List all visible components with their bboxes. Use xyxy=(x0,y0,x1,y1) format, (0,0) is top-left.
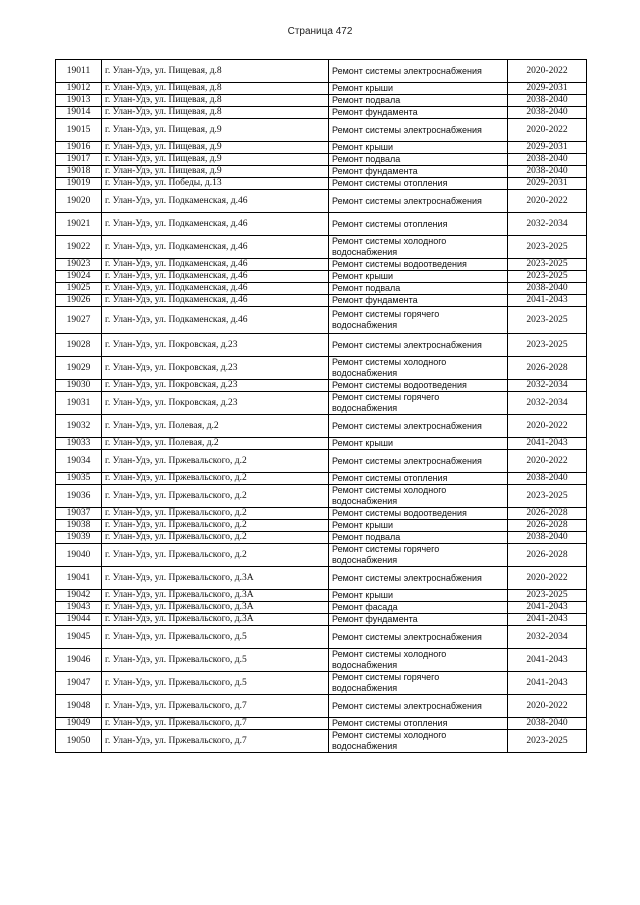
row-id-cell: 19024 xyxy=(56,271,102,283)
work-type-cell: Ремонт фундамента xyxy=(329,295,508,307)
address-cell: г. Улан-Удэ, ул. Пржевальского, д.5 xyxy=(102,672,329,695)
period-cell: 2023-2025 xyxy=(508,334,587,357)
address-cell: г. Улан-Удэ, ул. Пржевальского, д.7 xyxy=(102,695,329,718)
table-row xyxy=(56,95,587,107)
table-row xyxy=(56,718,587,730)
address-cell: г. Улан-Удэ, ул. Пржевальского, д.2 xyxy=(102,473,329,485)
table-row xyxy=(56,473,587,485)
address-cell: г. Улан-Удэ, ул. Пищевая, д.8 xyxy=(102,95,329,107)
address-cell: г. Улан-Удэ, ул. Пржевальского, д.7 xyxy=(102,718,329,730)
table-row xyxy=(56,392,587,415)
period-cell: 2020-2022 xyxy=(508,190,587,213)
work-type-cell: Ремонт системы электроснабжения xyxy=(329,119,508,142)
address-cell: г. Улан-Удэ, ул. Покровская, д.23 xyxy=(102,392,329,415)
row-id-cell: 19039 xyxy=(56,532,102,544)
table-row xyxy=(56,213,587,236)
row-id-cell: 19032 xyxy=(56,415,102,438)
period-cell: 2026-2028 xyxy=(508,357,587,380)
period-cell: 2023-2025 xyxy=(508,236,587,259)
table-row xyxy=(56,532,587,544)
address-cell: г. Улан-Удэ, ул. Подкаменская, д.46 xyxy=(102,283,329,295)
address-cell: г. Улан-Удэ, ул. Победы, д.13 xyxy=(102,178,329,190)
address-cell: г. Улан-Удэ, ул. Покровская, д.23 xyxy=(102,357,329,380)
row-id-cell: 19019 xyxy=(56,178,102,190)
table-row xyxy=(56,485,587,508)
period-cell: 2020-2022 xyxy=(508,415,587,438)
address-cell: г. Улан-Удэ, ул. Покровская, д.23 xyxy=(102,380,329,392)
table-row xyxy=(56,307,587,334)
row-id-cell: 19029 xyxy=(56,357,102,380)
address-cell: г. Улан-Удэ, ул. Пищевая, д.9 xyxy=(102,166,329,178)
work-type-cell: Ремонт системы отопления xyxy=(329,718,508,730)
address-cell: г. Улан-Удэ, ул. Полевая, д.2 xyxy=(102,415,329,438)
work-type-cell: Ремонт системы электроснабжения xyxy=(329,415,508,438)
table-row xyxy=(56,271,587,283)
period-cell: 2020-2022 xyxy=(508,450,587,473)
work-type-cell: Ремонт системы водоотведения xyxy=(329,259,508,271)
work-type-cell: Ремонт системы горячего водоснабжения xyxy=(329,672,508,695)
table-row xyxy=(56,259,587,271)
address-cell: г. Улан-Удэ, ул. Пищевая, д.9 xyxy=(102,142,329,154)
period-cell: 2029-2031 xyxy=(508,83,587,95)
page-header: Страница 472 xyxy=(287,26,353,37)
work-type-cell: Ремонт системы отопления xyxy=(329,473,508,485)
table-row xyxy=(56,730,587,753)
work-type-cell: Ремонт системы электроснабжения xyxy=(329,334,508,357)
table-row xyxy=(56,154,587,166)
work-type-cell: Ремонт системы электроснабжения xyxy=(329,567,508,590)
work-type-cell: Ремонт подвала xyxy=(329,532,508,544)
row-id-cell: 19047 xyxy=(56,672,102,695)
row-id-cell: 19050 xyxy=(56,730,102,753)
row-id-cell: 19044 xyxy=(56,614,102,626)
table-row xyxy=(56,60,587,83)
period-cell: 2038-2040 xyxy=(508,166,587,178)
address-cell: г. Улан-Удэ, ул. Подкаменская, д.46 xyxy=(102,236,329,259)
row-id-cell: 19034 xyxy=(56,450,102,473)
period-cell: 2026-2028 xyxy=(508,544,587,567)
row-id-cell: 19030 xyxy=(56,380,102,392)
row-id-cell: 19049 xyxy=(56,718,102,730)
row-id-cell: 19038 xyxy=(56,520,102,532)
address-cell: г. Улан-Удэ, ул. Пищевая, д.8 xyxy=(102,83,329,95)
period-cell: 2023-2025 xyxy=(508,259,587,271)
period-cell: 2032-2034 xyxy=(508,380,587,392)
table-row xyxy=(56,508,587,520)
address-cell: г. Улан-Удэ, ул. Пржевальского, д.3А xyxy=(102,614,329,626)
row-id-cell: 19017 xyxy=(56,154,102,166)
row-id-cell: 19043 xyxy=(56,602,102,614)
period-cell: 2038-2040 xyxy=(508,283,587,295)
period-cell: 2038-2040 xyxy=(508,154,587,166)
address-cell: г. Улан-Удэ, ул. Пржевальского, д.7 xyxy=(102,730,329,753)
period-cell: 2038-2040 xyxy=(508,718,587,730)
address-cell: г. Улан-Удэ, ул. Пржевальского, д.3А xyxy=(102,602,329,614)
address-cell: г. Улан-Удэ, ул. Пржевальского, д.3А xyxy=(102,590,329,602)
table-row xyxy=(56,357,587,380)
row-id-cell: 19023 xyxy=(56,259,102,271)
table-row xyxy=(56,236,587,259)
address-cell: г. Улан-Удэ, ул. Пржевальского, д.2 xyxy=(102,485,329,508)
period-cell: 2032-2034 xyxy=(508,392,587,415)
table-row xyxy=(56,450,587,473)
address-cell: г. Улан-Удэ, ул. Покровская, д.23 xyxy=(102,334,329,357)
address-cell: г. Улан-Удэ, ул. Пищевая, д.8 xyxy=(102,60,329,83)
work-type-cell: Ремонт крыши xyxy=(329,438,508,450)
work-type-cell: Ремонт системы электроснабжения xyxy=(329,60,508,83)
address-cell: г. Улан-Удэ, ул. Пищевая, д.8 xyxy=(102,107,329,119)
address-cell: г. Улан-Удэ, ул. Полевая, д.2 xyxy=(102,438,329,450)
row-id-cell: 19026 xyxy=(56,295,102,307)
work-type-cell: Ремонт системы горячего водоснабжения xyxy=(329,544,508,567)
table-row xyxy=(56,590,587,602)
work-type-cell: Ремонт системы холодного водоснабжения xyxy=(329,236,508,259)
row-id-cell: 19022 xyxy=(56,236,102,259)
work-type-cell: Ремонт подвала xyxy=(329,283,508,295)
address-cell: г. Улан-Удэ, ул. Пржевальского, д.2 xyxy=(102,450,329,473)
table-row xyxy=(56,672,587,695)
period-cell: 2041-2043 xyxy=(508,438,587,450)
address-cell: г. Улан-Удэ, ул. Подкаменская, д.46 xyxy=(102,307,329,334)
address-cell: г. Улан-Удэ, ул. Пржевальского, д.5 xyxy=(102,626,329,649)
table-row xyxy=(56,520,587,532)
address-cell: г. Улан-Удэ, ул. Подкаменская, д.46 xyxy=(102,190,329,213)
work-type-cell: Ремонт подвала xyxy=(329,95,508,107)
row-id-cell: 19037 xyxy=(56,508,102,520)
work-type-cell: Ремонт системы холодного водоснабжения xyxy=(329,649,508,672)
row-id-cell: 19027 xyxy=(56,307,102,334)
row-id-cell: 19025 xyxy=(56,283,102,295)
address-cell: г. Улан-Удэ, ул. Подкаменская, д.46 xyxy=(102,271,329,283)
period-cell: 2032-2034 xyxy=(508,626,587,649)
row-id-cell: 19045 xyxy=(56,626,102,649)
work-type-cell: Ремонт системы электроснабжения xyxy=(329,190,508,213)
table-row xyxy=(56,178,587,190)
work-type-cell: Ремонт системы холодного водоснабжения xyxy=(329,730,508,753)
period-cell: 2023-2025 xyxy=(508,307,587,334)
table-row xyxy=(56,602,587,614)
row-id-cell: 19033 xyxy=(56,438,102,450)
row-id-cell: 19012 xyxy=(56,83,102,95)
table-row xyxy=(56,438,587,450)
address-cell: г. Улан-Удэ, ул. Пржевальского, д.2 xyxy=(102,544,329,567)
row-id-cell: 19016 xyxy=(56,142,102,154)
period-cell: 2026-2028 xyxy=(508,520,587,532)
work-type-cell: Ремонт системы электроснабжения xyxy=(329,450,508,473)
row-id-cell: 19014 xyxy=(56,107,102,119)
period-cell: 2023-2025 xyxy=(508,730,587,753)
row-id-cell: 19015 xyxy=(56,119,102,142)
work-type-cell: Ремонт фундамента xyxy=(329,107,508,119)
table-row xyxy=(56,107,587,119)
work-type-cell: Ремонт фасада xyxy=(329,602,508,614)
row-id-cell: 19011 xyxy=(56,60,102,83)
work-type-cell: Ремонт системы водоотведения xyxy=(329,380,508,392)
address-cell: г. Улан-Удэ, ул. Подкаменская, д.46 xyxy=(102,295,329,307)
work-type-cell: Ремонт системы холодного водоснабжения xyxy=(329,485,508,508)
table-row xyxy=(56,295,587,307)
period-cell: 2029-2031 xyxy=(508,142,587,154)
work-type-cell: Ремонт системы электроснабжения xyxy=(329,695,508,718)
work-type-cell: Ремонт системы водоотведения xyxy=(329,508,508,520)
period-cell: 2020-2022 xyxy=(508,695,587,718)
row-id-cell: 19048 xyxy=(56,695,102,718)
period-cell: 2038-2040 xyxy=(508,95,587,107)
table-row xyxy=(56,142,587,154)
table-row xyxy=(56,334,587,357)
address-cell: г. Улан-Удэ, ул. Пржевальского, д.5 xyxy=(102,649,329,672)
address-cell: г. Улан-Удэ, ул. Пржевальского, д.3А xyxy=(102,567,329,590)
work-type-cell: Ремонт крыши xyxy=(329,142,508,154)
table-row xyxy=(56,626,587,649)
work-type-cell: Ремонт фундамента xyxy=(329,614,508,626)
table-row xyxy=(56,614,587,626)
row-id-cell: 19031 xyxy=(56,392,102,415)
period-cell: 2023-2025 xyxy=(508,590,587,602)
address-cell: г. Улан-Удэ, ул. Пищевая, д.9 xyxy=(102,119,329,142)
table-row xyxy=(56,415,587,438)
period-cell: 2023-2025 xyxy=(508,485,587,508)
table-row xyxy=(56,544,587,567)
address-cell: г. Улан-Удэ, ул. Подкаменская, д.46 xyxy=(102,259,329,271)
period-cell: 2038-2040 xyxy=(508,532,587,544)
table-body xyxy=(56,60,587,753)
period-cell: 2023-2025 xyxy=(508,271,587,283)
row-id-cell: 19020 xyxy=(56,190,102,213)
period-cell: 2020-2022 xyxy=(508,60,587,83)
period-cell: 2032-2034 xyxy=(508,213,587,236)
table-row xyxy=(56,695,587,718)
work-type-cell: Ремонт крыши xyxy=(329,271,508,283)
work-type-cell: Ремонт системы отопления xyxy=(329,213,508,236)
row-id-cell: 19018 xyxy=(56,166,102,178)
period-cell: 2041-2043 xyxy=(508,602,587,614)
table-row xyxy=(56,649,587,672)
row-id-cell: 19042 xyxy=(56,590,102,602)
row-id-cell: 19041 xyxy=(56,567,102,590)
address-cell: г. Улан-Удэ, ул. Пржевальского, д.2 xyxy=(102,520,329,532)
address-cell: г. Улан-Удэ, ул. Пищевая, д.9 xyxy=(102,154,329,166)
table-row xyxy=(56,380,587,392)
period-cell: 2041-2043 xyxy=(508,295,587,307)
address-cell: г. Улан-Удэ, ул. Пржевальского, д.2 xyxy=(102,508,329,520)
row-id-cell: 19021 xyxy=(56,213,102,236)
work-type-cell: Ремонт системы горячего водоснабжения xyxy=(329,392,508,415)
table-row xyxy=(56,190,587,213)
row-id-cell: 19046 xyxy=(56,649,102,672)
row-id-cell: 19028 xyxy=(56,334,102,357)
address-cell: г. Улан-Удэ, ул. Пржевальского, д.2 xyxy=(102,532,329,544)
address-cell: г. Улан-Удэ, ул. Подкаменская, д.46 xyxy=(102,213,329,236)
row-id-cell: 19013 xyxy=(56,95,102,107)
work-type-cell: Ремонт системы горячего водоснабжения xyxy=(329,307,508,334)
period-cell: 2020-2022 xyxy=(508,119,587,142)
period-cell: 2041-2043 xyxy=(508,614,587,626)
period-cell: 2020-2022 xyxy=(508,567,587,590)
work-type-cell: Ремонт крыши xyxy=(329,83,508,95)
period-cell: 2041-2043 xyxy=(508,672,587,695)
period-cell: 2041-2043 xyxy=(508,649,587,672)
work-type-cell: Ремонт системы холодного водоснабжения xyxy=(329,357,508,380)
row-id-cell: 19035 xyxy=(56,473,102,485)
table-row xyxy=(56,83,587,95)
work-type-cell: Ремонт крыши xyxy=(329,520,508,532)
table-row xyxy=(56,567,587,590)
period-cell: 2029-2031 xyxy=(508,178,587,190)
repair-schedule-table xyxy=(55,59,587,753)
work-type-cell: Ремонт фундамента xyxy=(329,166,508,178)
work-type-cell: Ремонт подвала xyxy=(329,154,508,166)
table-row xyxy=(56,119,587,142)
period-cell: 2038-2040 xyxy=(508,473,587,485)
work-type-cell: Ремонт крыши xyxy=(329,590,508,602)
row-id-cell: 19036 xyxy=(56,485,102,508)
table-row xyxy=(56,166,587,178)
work-type-cell: Ремонт системы отопления xyxy=(329,178,508,190)
work-type-cell: Ремонт системы электроснабжения xyxy=(329,626,508,649)
table-row xyxy=(56,283,587,295)
row-id-cell: 19040 xyxy=(56,544,102,567)
period-cell: 2026-2028 xyxy=(508,508,587,520)
period-cell: 2038-2040 xyxy=(508,107,587,119)
